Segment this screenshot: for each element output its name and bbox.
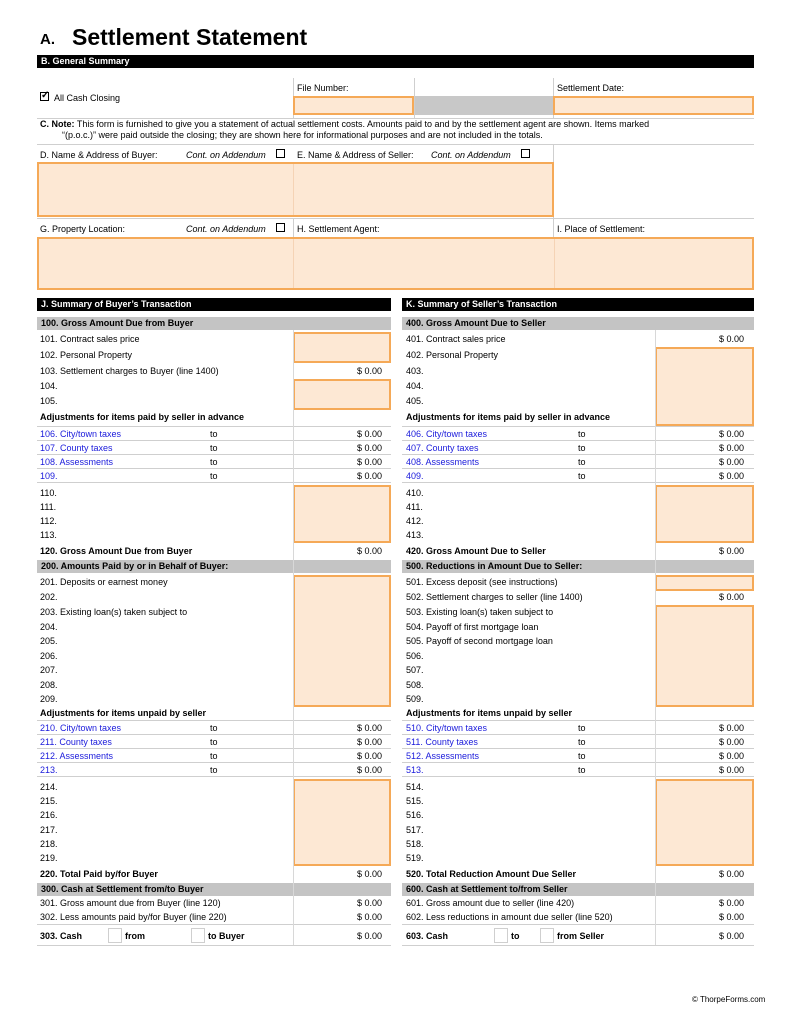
line-410: 410. xyxy=(406,488,424,498)
settlement-agent-label: H. Settlement Agent: xyxy=(297,224,380,234)
to-label: to xyxy=(578,751,586,761)
amount-213: $ 0.00 xyxy=(357,765,383,775)
line-520: 520. Total Reduction Amount Due Seller xyxy=(406,869,577,879)
line-408-link[interactable]: 408. Assessments xyxy=(406,457,480,467)
property-location-label: G. Property Location: xyxy=(40,224,126,234)
line-409-link[interactable]: 409. xyxy=(406,471,424,481)
to-label: to xyxy=(578,723,586,733)
line-504: 504. Payoff of first mortgage loan xyxy=(406,622,539,632)
all-cash-closing-label: All Cash Closing xyxy=(54,93,121,103)
line-601: 601. Gross amount due to seller (line 420) xyxy=(406,898,575,908)
cash-to-checkbox[interactable] xyxy=(494,928,508,943)
amount-108: $ 0.00 xyxy=(357,457,383,467)
buyer-addendum-label: Cont. on Addendum xyxy=(186,150,266,160)
line-106-link[interactable]: 106. City/town taxes xyxy=(40,429,122,439)
amount-408: $ 0.00 xyxy=(719,457,745,467)
line-202: 202. xyxy=(40,592,58,602)
line-111: 111. xyxy=(40,502,57,512)
amount-513: $ 0.00 xyxy=(719,765,745,775)
property-addendum-checkbox[interactable] xyxy=(276,223,285,232)
lines-514-519-amount-field[interactable] xyxy=(655,779,754,866)
line-412: 412. xyxy=(406,516,424,526)
line-203: 203. Existing loan(s) taken subject to xyxy=(40,607,188,617)
line-210-link[interactable]: 210. City/town taxes xyxy=(40,723,122,733)
property-agent-place-field[interactable] xyxy=(37,237,754,290)
seller-adj-advance-heading: Adjustments for items paid by seller in advance xyxy=(406,412,611,422)
line-505: 505. Payoff of second mortgage loan xyxy=(406,636,553,646)
property-addendum-label: Cont. on Addendum xyxy=(186,224,266,234)
page-title: Settlement Statement xyxy=(72,24,308,50)
line-420: 420. Gross Amount Due to Seller xyxy=(406,546,546,556)
line-209: 209. xyxy=(40,694,58,704)
cash-to-label: to xyxy=(511,931,520,941)
line-510-link[interactable]: 510. City/town taxes xyxy=(406,723,488,733)
line-212-link[interactable]: 212. Assessments xyxy=(40,751,114,761)
line-218: 218. xyxy=(40,839,58,849)
buyer-name-label: D. Name & Address of Buyer: xyxy=(40,150,158,160)
line-403: 403. xyxy=(406,366,424,376)
line-103-amount: $ 0.00 xyxy=(357,366,383,376)
lines-110-113-amount-field[interactable] xyxy=(293,485,391,543)
line-519: 519. xyxy=(406,853,424,863)
line-102: 102. Personal Property xyxy=(40,350,133,360)
line-101: 101. Contract sales price xyxy=(40,334,140,344)
cash-from-seller-label: from Seller xyxy=(557,931,605,941)
line-513-link[interactable]: 513. xyxy=(406,765,424,775)
line-303: 303. Cash xyxy=(40,931,83,941)
line-401: 401. Contract sales price xyxy=(406,334,506,344)
amount-512: $ 0.00 xyxy=(719,751,745,761)
line-401-amount: $ 0.00 xyxy=(719,334,745,344)
cash-from-checkbox[interactable] xyxy=(108,928,122,943)
line-110: 110. xyxy=(40,488,57,498)
line-514: 514. xyxy=(406,782,424,792)
to-label: to xyxy=(210,723,218,733)
line-302: 302. Less amounts paid by/for Buyer (line 220) xyxy=(40,912,227,922)
section-500-header: 500. Reductions in Amount Due to Seller: xyxy=(402,560,754,573)
section-600-header: 600. Cash at Settlement to/from Seller xyxy=(402,883,754,896)
lines-503-509-amount-field[interactable] xyxy=(655,605,754,707)
line-501: 501. Excess deposit (see instructions) xyxy=(406,577,558,587)
to-label: to xyxy=(578,429,586,439)
line-518: 518. xyxy=(406,839,424,849)
line-506: 506. xyxy=(406,651,424,661)
line-503: 503. Existing loan(s) taken subject to xyxy=(406,607,554,617)
to-label: to xyxy=(578,737,586,747)
line-508: 508. xyxy=(406,680,424,690)
line-501-amount-field[interactable] xyxy=(655,575,754,591)
amount-520: $ 0.00 xyxy=(719,869,745,879)
amount-406: $ 0.00 xyxy=(719,429,745,439)
lines-402-405-amount-field[interactable] xyxy=(655,347,754,426)
seller-addendum-checkbox[interactable] xyxy=(521,149,530,158)
line-109-link[interactable]: 109. xyxy=(40,471,58,481)
line-402: 402. Personal Property xyxy=(406,350,499,360)
amount-120: $ 0.00 xyxy=(357,546,383,556)
note-line-1: C. Note: This form is furnished to give you a statement of actual settlement costs. Amounts paid to and by the settlement agent are shown. Items marked xyxy=(40,119,650,129)
line-219: 219. xyxy=(40,853,58,863)
amount-601: $ 0.00 xyxy=(719,898,745,908)
to-label: to xyxy=(210,751,218,761)
amount-212: $ 0.00 xyxy=(357,751,383,761)
line-113: 113. xyxy=(40,530,57,540)
lines-101-102-amount-field[interactable] xyxy=(293,332,391,363)
line-201: 201. Deposits or earnest money xyxy=(40,577,168,587)
amount-109: $ 0.00 xyxy=(357,471,383,481)
seller-adj-unpaid-heading: Adjustments for items unpaid by seller xyxy=(406,708,573,718)
checkmark-icon: ✓ xyxy=(41,90,50,101)
line-407-link[interactable]: 407. County taxes xyxy=(406,443,479,453)
line-208: 208. xyxy=(40,680,58,690)
amount-409: $ 0.00 xyxy=(719,471,745,481)
amount-106: $ 0.00 xyxy=(357,429,383,439)
general-summary-bar: B. General Summary xyxy=(37,55,754,68)
line-213-link[interactable]: 213. xyxy=(40,765,58,775)
line-108-link[interactable]: 108. Assessments xyxy=(40,457,114,467)
line-105: 105. xyxy=(40,396,58,406)
section-300-header: 300. Cash at Settlement from/to Buyer xyxy=(37,883,391,896)
to-label: to xyxy=(210,765,218,775)
line-217: 217. xyxy=(40,825,58,835)
settlement-date-label: Settlement Date: xyxy=(557,83,625,93)
to-label: to xyxy=(578,457,586,467)
seller-addendum-label: Cont. on Addendum xyxy=(431,150,511,160)
line-215: 215. xyxy=(40,796,58,806)
line-413: 413. xyxy=(406,530,424,540)
to-label: to xyxy=(578,765,586,775)
line-207: 207. xyxy=(40,665,58,675)
section-100-header: 100. Gross Amount Due from Buyer xyxy=(37,317,391,330)
amount-602: $ 0.00 xyxy=(719,912,745,922)
line-602: 602. Less reductions in amount due seller (line 520) xyxy=(406,912,613,922)
lines-201-209-amount-field[interactable] xyxy=(293,575,391,707)
line-204: 204. xyxy=(40,622,58,632)
amount-502: $ 0.00 xyxy=(719,592,745,602)
buyer-summary-bar: J. Summary of Buyer’s Transaction xyxy=(37,298,391,311)
line-104: 104. xyxy=(40,381,58,391)
amount-511: $ 0.00 xyxy=(719,737,745,747)
to-label: to xyxy=(210,457,218,467)
line-509: 509. xyxy=(406,694,424,704)
cash-to-buyer-label: to Buyer xyxy=(208,931,245,941)
line-211-link[interactable]: 211. County taxes xyxy=(40,737,112,747)
buyer-seller-address-field[interactable] xyxy=(37,162,554,217)
line-112: 112. xyxy=(40,516,57,526)
section-400-header: 400. Gross Amount Due to Seller xyxy=(402,317,754,330)
line-301: 301. Gross amount due from Buyer (line 120) xyxy=(40,898,221,908)
cash-from-seller-checkbox[interactable] xyxy=(540,928,554,943)
cash-to-buyer-checkbox[interactable] xyxy=(191,928,205,943)
lines-214-219-amount-field[interactable] xyxy=(293,779,391,866)
line-220: 220. Total Paid by/for Buyer xyxy=(40,869,158,879)
to-label: to xyxy=(210,471,218,481)
amount-107: $ 0.00 xyxy=(357,443,383,453)
lines-104-105-amount-field[interactable] xyxy=(293,379,391,410)
amount-210: $ 0.00 xyxy=(357,723,383,733)
amount-302: $ 0.00 xyxy=(357,912,383,922)
footer-copyright: © ThorpeForms.com xyxy=(692,995,766,1004)
amount-303: $ 0.00 xyxy=(357,931,383,941)
line-411: 411. xyxy=(406,502,423,512)
amount-603: $ 0.00 xyxy=(719,931,745,941)
line-103: 103. Settlement charges to Buyer (line 1400) xyxy=(40,366,219,376)
to-label: to xyxy=(578,443,586,453)
line-107-link[interactable]: 107. County taxes xyxy=(40,443,113,453)
line-603: 603. Cash xyxy=(406,931,449,941)
to-label: to xyxy=(578,471,586,481)
line-517: 517. xyxy=(406,825,424,835)
seller-summary-bar: K. Summary of Seller’s Transaction xyxy=(402,298,754,311)
line-406-link[interactable]: 406. City/town taxes xyxy=(406,429,488,439)
amount-420: $ 0.00 xyxy=(719,546,745,556)
line-405: 405. xyxy=(406,396,424,406)
seller-name-label: E. Name & Address of Seller: xyxy=(297,150,414,160)
buyer-adj-unpaid-heading: Adjustments for items unpaid by seller xyxy=(40,708,207,718)
line-502: 502. Settlement charges to seller (line 1400) xyxy=(406,592,583,602)
lines-410-413-amount-field[interactable] xyxy=(655,485,754,543)
amount-301: $ 0.00 xyxy=(357,898,383,908)
to-label: to xyxy=(210,737,218,747)
place-of-settlement-label: I. Place of Settlement: xyxy=(557,224,646,234)
amount-407: $ 0.00 xyxy=(719,443,745,453)
all-cash-checkbox[interactable] xyxy=(40,92,49,101)
cash-from-label: from xyxy=(125,931,145,941)
line-511-link[interactable]: 511. County taxes xyxy=(406,737,478,747)
line-404: 404. xyxy=(406,381,424,391)
line-120: 120. Gross Amount Due from Buyer xyxy=(40,546,193,556)
buyer-addendum-checkbox[interactable] xyxy=(276,149,285,158)
section-200-header: 200. Amounts Paid by or in Behalf of Buyer: xyxy=(37,560,391,573)
line-515: 515. xyxy=(406,796,424,806)
amount-211: $ 0.00 xyxy=(357,737,383,747)
file-number-field[interactable] xyxy=(293,96,414,115)
file-number-gray-area xyxy=(415,96,553,115)
line-214: 214. xyxy=(40,782,58,792)
line-516: 516. xyxy=(406,810,424,820)
note-line-2: “(p.o.c.)” were paid outside the closing; they are shown here for informational purposes and are not included in the totals. xyxy=(62,130,543,140)
line-507: 507. xyxy=(406,665,424,675)
line-205: 205. xyxy=(40,636,58,646)
line-512-link[interactable]: 512. Assessments xyxy=(406,751,480,761)
section-letter: A. xyxy=(40,31,55,48)
line-216: 216. xyxy=(40,810,58,820)
amount-510: $ 0.00 xyxy=(719,723,745,733)
amount-220: $ 0.00 xyxy=(357,869,383,879)
file-number-label: File Number: xyxy=(297,83,349,93)
to-label: to xyxy=(210,429,218,439)
to-label: to xyxy=(210,443,218,453)
settlement-date-field[interactable] xyxy=(553,96,754,115)
line-206: 206. xyxy=(40,651,58,661)
buyer-adj-advance-heading: Adjustments for items paid by seller in advance xyxy=(40,412,245,422)
